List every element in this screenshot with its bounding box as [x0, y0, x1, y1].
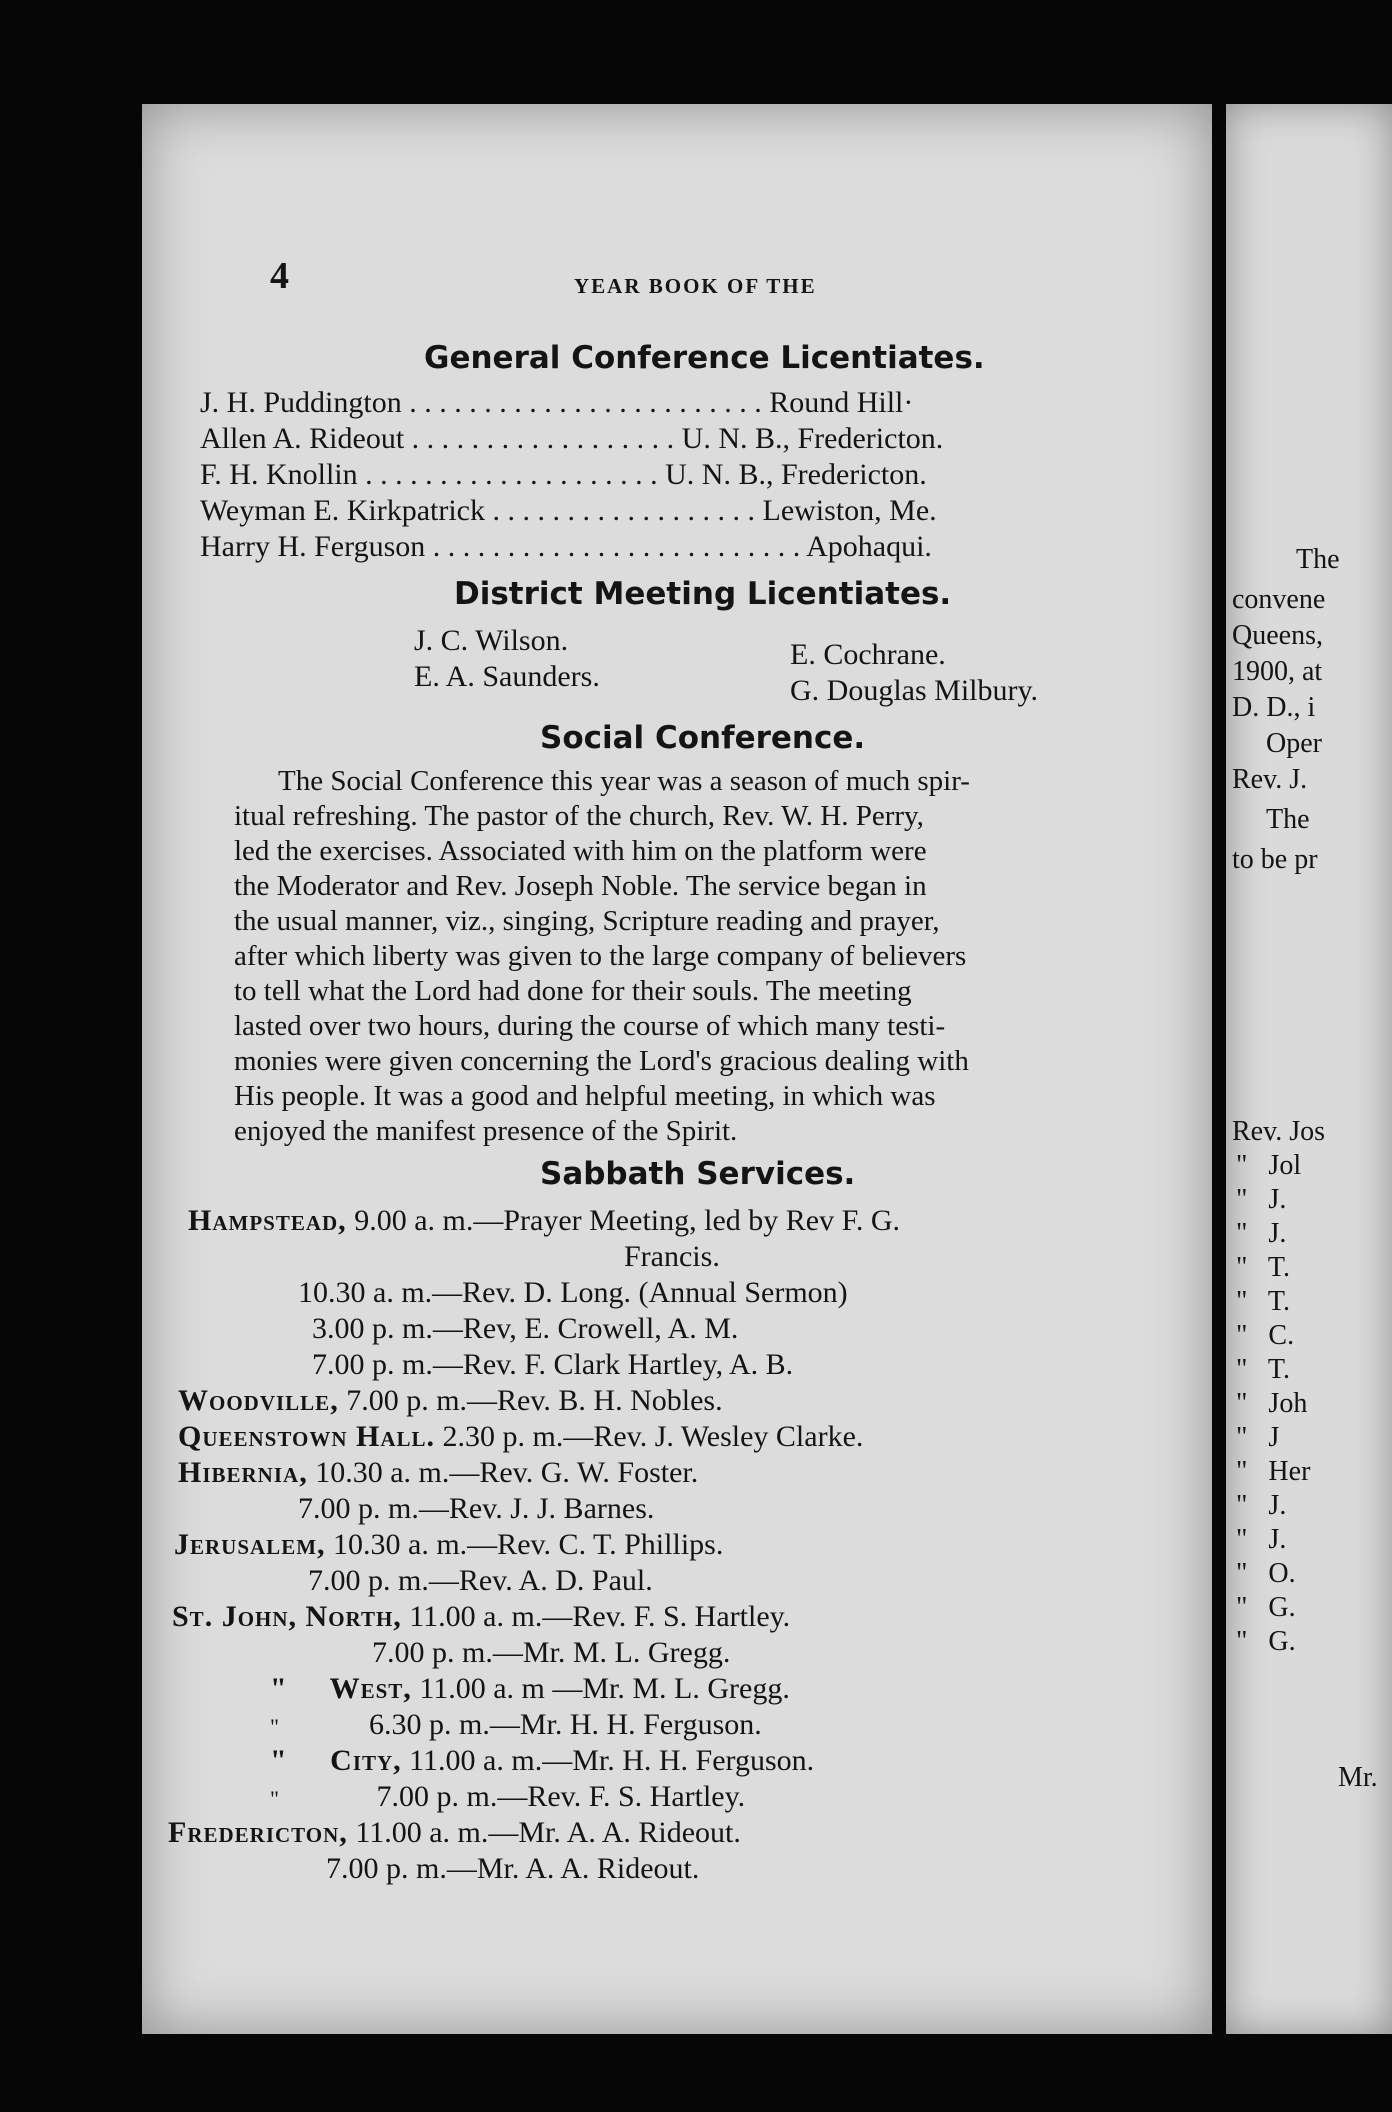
service-row: [270, 1672, 790, 1706]
paragraph-line: monies were given concerning the Lord's gracious dealing with: [234, 1045, 969, 1077]
right-line: The: [1266, 804, 1310, 835]
district-licentiate: E. A. Saunders.: [414, 660, 600, 693]
paragraph-line: the usual manner, viz., singing, Scripture reading and prayer,: [234, 905, 940, 937]
right-list-item: " C.: [1236, 1320, 1295, 1351]
right-line: convene: [1232, 584, 1326, 615]
licentiate-entry: [200, 494, 1070, 528]
paragraph-line: His people. It was a good and helpful meeting, in which was: [234, 1080, 936, 1112]
ditto-mark: ": [270, 1786, 279, 1811]
right-list-item: " J.: [1236, 1184, 1287, 1215]
right-line: The: [1296, 544, 1340, 575]
right-list-item: " O.: [1236, 1558, 1296, 1589]
service-text: 11.00 a. m —Mr. M. L. Gregg.: [419, 1672, 790, 1705]
service-text: 3.00 p. m.—Rev, E. Crowell, A. M.: [312, 1312, 739, 1345]
service-text: 7.00 p. m.—Rev. J. J. Barnes.: [298, 1492, 655, 1525]
service-row: [312, 1348, 793, 1382]
right-list-item: Rev. Jos: [1232, 1116, 1326, 1147]
service-row: [178, 1420, 863, 1454]
service-row: [168, 1816, 741, 1850]
service-row: [188, 1204, 900, 1238]
right-list-item: " J: [1236, 1422, 1280, 1453]
licentiate-entry: [200, 422, 1070, 456]
service-text: 7.00 p. m.—Rev. F. S. Hartley.: [376, 1780, 746, 1813]
right-line: 1900, at: [1232, 656, 1323, 687]
service-row: [270, 1744, 814, 1778]
paragraph-line: the Moderator and Rev. Joseph Noble. The service began in: [234, 870, 927, 902]
service-text: 2.30 p. m.—Rev. J. Wesley Clarke.: [442, 1420, 864, 1453]
right-line: to be pr: [1232, 844, 1318, 875]
licentiate-entry: [200, 530, 1070, 564]
right-list-item: " T.: [1236, 1286, 1290, 1317]
service-text: 11.00 a. m.—Mr. H. H. Ferguson.: [409, 1744, 815, 1777]
service-text: Francis.: [624, 1240, 720, 1273]
social-conference-paragraph: [234, 764, 1134, 1149]
right-list-item: " T.: [1236, 1354, 1290, 1385]
licentiate-name: J. H. Puddington: [200, 386, 402, 419]
page-number: 4: [270, 255, 289, 297]
right-page-edge: [1226, 104, 1392, 2034]
licentiate-name: Allen A. Rideout: [200, 422, 405, 455]
service-row: [308, 1564, 653, 1598]
service-text: 7.00 p. m.—Rev. B. H. Nobles.: [346, 1384, 723, 1417]
district-licentiate: E. Cochrane.: [790, 638, 946, 671]
service-place: " City,: [270, 1744, 402, 1777]
right-bottom-line: Mr.: [1338, 1762, 1378, 1793]
right-line: Queens,: [1232, 620, 1323, 651]
service-place: Hampstead,: [188, 1204, 347, 1237]
licentiate-place: U. N. B., Fredericton.: [665, 458, 927, 491]
right-line: Rev. J.: [1232, 764, 1308, 795]
ditto-mark: ": [270, 1714, 279, 1739]
paragraph-line: itual refreshing. The pastor of the church, Rev. W. H. Perry,: [234, 800, 924, 832]
service-row: [270, 1780, 745, 1814]
paragraph-line: to tell what the Lord had done for their souls. The meeting: [234, 975, 912, 1007]
service-text: 6.30 p. m.—Mr. H. H. Ferguson.: [368, 1708, 762, 1741]
right-list-item: " Her: [1236, 1456, 1311, 1487]
dot-leader: . . . . . . . . . . . . . . . . . .: [492, 494, 755, 527]
licentiate-place: Lewiston, Me.: [762, 494, 937, 527]
right-list-item: " T.: [1236, 1252, 1290, 1283]
service-row: [326, 1852, 699, 1886]
licentiate-place: U. N. B., Fredericton.: [681, 422, 944, 455]
paragraph-line: led the exercises. Associated with him on the platform were: [234, 835, 927, 867]
service-place: Queenstown Hall.: [178, 1420, 436, 1453]
licentiate-name: F. H. Knollin: [200, 458, 358, 491]
service-text: 7.00 p. m.—Rev. A. D. Paul.: [308, 1564, 653, 1597]
dot-leader: . . . . . . . . . . . . . . . . . . . . . . . . .: [432, 530, 801, 563]
right-line: D. D., i: [1232, 692, 1316, 723]
service-text: 10.30 a. m.—Rev. G. W. Foster.: [315, 1456, 699, 1489]
service-text: 11.00 a. m.—Mr. A. A. Rideout.: [355, 1816, 741, 1849]
sabbath-services-heading: Sabbath Services.: [540, 1156, 856, 1192]
service-place: Woodville,: [178, 1384, 339, 1417]
paragraph-line: lasted over two hours, during the course of which many testi-: [234, 1010, 946, 1042]
right-list-item: " G.: [1236, 1592, 1296, 1623]
licentiate-entry: [200, 458, 1070, 492]
paragraph-line: The Social Conference this year was a season of much spir-: [278, 765, 970, 797]
service-place: St. John, North,: [172, 1600, 402, 1633]
service-row: [372, 1636, 730, 1670]
right-list-item: " G.: [1236, 1626, 1296, 1657]
service-text: 7.00 p. m.—Rev. F. Clark Hartley, A. B.: [312, 1348, 794, 1381]
district-meeting-heading: District Meeting Licentiates.: [454, 576, 952, 612]
service-row: [174, 1528, 723, 1562]
general-conference-heading: General Conference Licentiates.: [424, 340, 985, 376]
service-row: [624, 1240, 720, 1274]
dot-leader: . . . . . . . . . . . . . . . . . .: [411, 422, 675, 455]
licentiate-entry: [200, 386, 1070, 420]
service-row: [298, 1276, 848, 1310]
service-place: Jerusalem,: [174, 1528, 326, 1561]
licentiate-name: Harry H. Ferguson: [200, 530, 426, 563]
left-page: [142, 104, 1212, 2034]
service-text: 11.00 a. m.—Rev. F. S. Hartley.: [409, 1600, 791, 1633]
service-row: [312, 1312, 738, 1346]
district-licentiate: G. Douglas Milbury.: [790, 674, 1039, 707]
service-place: Hibernia,: [178, 1456, 308, 1489]
service-text: 10.30 a. m.—Rev. D. Long. (Annual Sermon): [298, 1276, 848, 1309]
right-list-item: " J.: [1236, 1490, 1287, 1521]
service-row: [172, 1600, 790, 1634]
service-text: 10.30 a. m.—Rev. C. T. Phillips.: [333, 1528, 724, 1561]
licentiate-place: Apohaqui.: [806, 530, 932, 563]
service-text: 7.00 p. m.—Mr. A. A. Rideout.: [326, 1852, 700, 1885]
service-place: " West,: [270, 1672, 412, 1705]
dot-leader: . . . . . . . . . . . . . . . . . . . . . . . .: [409, 386, 762, 419]
district-licentiate: J. C. Wilson.: [414, 624, 569, 657]
running-head: YEAR BOOK OF THE: [574, 274, 817, 298]
service-row: [178, 1456, 698, 1490]
right-list-item: " Joh: [1236, 1388, 1308, 1419]
social-conference-heading: Social Conference.: [540, 720, 866, 756]
paragraph-line: enjoyed the manifest presence of the Spirit.: [234, 1115, 738, 1147]
paragraph-line: after which liberty was given to the large company of believers: [234, 940, 967, 972]
right-list-item: " Jol: [1236, 1150, 1302, 1181]
service-place: Fredericton,: [168, 1816, 348, 1849]
service-row: [270, 1708, 762, 1742]
right-line: Oper: [1266, 728, 1322, 759]
service-row: [178, 1384, 723, 1418]
service-row: [298, 1492, 654, 1526]
dot-leader: . . . . . . . . . . . . . . . . . . . .: [365, 458, 658, 491]
service-text: 7.00 p. m.—Mr. M. L. Gregg.: [372, 1636, 731, 1669]
licentiate-place: Round Hill·: [769, 386, 914, 419]
licentiate-name: Weyman E. Kirkpatrick: [200, 494, 485, 527]
right-list-item: " J.: [1236, 1218, 1287, 1249]
service-text: 9.00 a. m.—Prayer Meeting, led by Rev F. G.: [354, 1204, 901, 1237]
right-list-item: " J.: [1236, 1524, 1287, 1555]
